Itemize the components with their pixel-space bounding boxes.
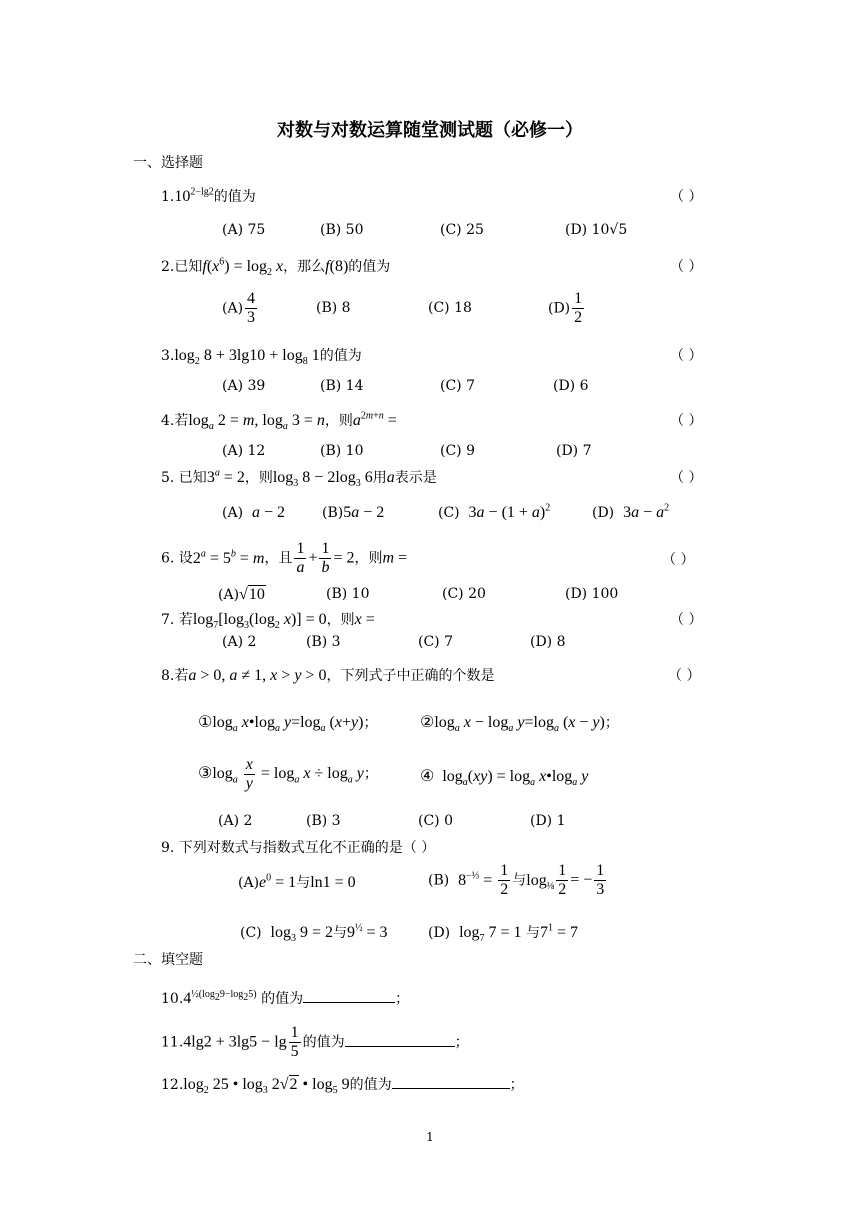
- q3-option-d: (D) 6: [553, 378, 589, 394]
- q4-number: 4.若: [161, 413, 189, 429]
- q9-option-c: (C) $\log_3 9 = 2$与$9^{\frac{1}{2}} = 3$: [240, 922, 388, 945]
- answer-paren: （ ）: [670, 612, 703, 628]
- q4-mid: ，则: [324, 413, 353, 429]
- q7-option-b: (B) 3: [306, 634, 341, 650]
- q8-statement-2: $②\log_a$ $x - \log_a y=\log_a$ (x − y)；: [420, 714, 619, 735]
- answer-blank[interactable]: [303, 1001, 395, 1003]
- q12-end: ；: [509, 1077, 524, 1093]
- q10-end: ；: [395, 991, 410, 1007]
- q8-statement-4: ④ $\log_a(xy) = \log_a$ $x•\log_a$ y: [420, 768, 589, 789]
- q7-option-c: (C) 7: [418, 634, 453, 650]
- q8-option-d: (D) 1: [530, 813, 566, 829]
- q6-option-a: (A)√10: [218, 586, 265, 603]
- q3-option-c: (C) 7: [440, 378, 475, 394]
- q9-option-b: (B) $8^{-\frac{1}{3}}$ = $\frac{1}{2}$ 与$\log_{\frac{1}{8}}$ $\frac{1}{2}$ = − $\frac{1}{3}$: [428, 862, 605, 898]
- answer-blank[interactable]: [392, 1087, 510, 1089]
- q9-option-a: $(A)e^0 = 1$与ln1 = 0: [238, 872, 356, 891]
- q2-option-b: (B) 8: [316, 300, 351, 316]
- question-2: 2.已知$f(x^6) = \log_2 x$，那么f(8)的值为: [161, 256, 391, 279]
- q7-option-d: (D) 8: [530, 634, 566, 650]
- answer-paren: （ ）: [662, 552, 695, 568]
- q7-mid: ，则: [326, 612, 355, 628]
- q8-option-a: (A) 2: [218, 813, 253, 829]
- question-7: 7. 若$\log_7[\log_3(\log_2$ x)] = 0，则x =: [161, 611, 375, 632]
- q5-tail: 表示是: [394, 470, 437, 486]
- q5-option-b: (B)5a − 2: [322, 504, 385, 521]
- q2-option-d: (D) $\frac{1}{2}$: [548, 290, 583, 326]
- answer-paren: （ ）: [670, 470, 703, 486]
- q8-option-c: (C) 0: [418, 813, 453, 829]
- question-1: $1.10^{2-lg2}$的值为: [161, 186, 256, 205]
- q1-option-b: (B) 50: [320, 222, 364, 238]
- q5-number: 5. 已知: [161, 470, 207, 486]
- question-3: $3.\log_2$ $8 + 3\lg 10 + \log_8 1$的值为: [161, 347, 362, 368]
- question-11: 11.4lg2 + 3lg5 − lg $\frac{1}{5}$ 的值为 ；: [161, 1024, 469, 1060]
- answer-paren: （ ）: [670, 259, 703, 275]
- q10-number: 10.: [161, 991, 184, 1007]
- question-4: 4.若$\log_a 2 = m$, $\log_a 3 = n$，则$a^{2m+n}$ =: [161, 410, 397, 433]
- section-heading-fill: 二、填空题: [133, 952, 203, 968]
- q1-tail: 的值为: [213, 189, 256, 205]
- question-6: 6. 设$2^a = 5^b = m$，且 $\frac{1}{a}$ + $\frac{1}{b}$ = 2，则m =: [161, 540, 408, 576]
- q8-number: 8.若: [161, 668, 189, 684]
- page-number: 1: [426, 1130, 434, 1144]
- q6-option-c: (C) 20: [442, 586, 486, 602]
- answer-paren: （ ）: [668, 668, 701, 684]
- q2-tail: 的值为: [348, 259, 391, 275]
- q6-option-b: (B) 10: [326, 586, 370, 602]
- q2-option-c: (C) 18: [428, 300, 472, 316]
- answer-blank[interactable]: [345, 1045, 455, 1047]
- q1-option-d: (D) 10√5: [565, 222, 628, 238]
- q12-tail: 的值为: [349, 1077, 392, 1093]
- q5-mid: ，则: [244, 470, 273, 486]
- q3-number: 3.: [161, 348, 175, 364]
- q4-option-a: (A) 12: [222, 443, 266, 459]
- q2-number: 2.已知: [161, 259, 203, 275]
- q4-option-b: (B) 10: [320, 443, 364, 459]
- q11-tail: 的值为: [302, 1034, 345, 1051]
- answer-paren: （ ）: [670, 189, 703, 205]
- q7-number: 7. 若: [161, 612, 193, 628]
- q8-option-b: (B) 3: [306, 813, 341, 829]
- q1-number: 1.: [161, 189, 175, 205]
- q8-tail: ，下列式子中正确的个数是: [326, 668, 495, 684]
- question-8: 8.若a > 0, a ≠ 1, x > y > 0，下列式子中正确的个数是: [161, 667, 495, 684]
- q3-option-a: (A) 39: [222, 378, 266, 394]
- q5-option-c: (C) $3a - (1 + a)^2$: [438, 502, 551, 521]
- q2-mid: ，那么: [283, 259, 326, 275]
- q4-option-c: (C) 9: [440, 443, 475, 459]
- q11-number: 11.: [161, 1034, 184, 1051]
- q9-option-d: (D) $\log_7 7 = 1$ 与$7^1 = 7$: [428, 922, 579, 945]
- q6-mid2: ，则: [354, 550, 383, 567]
- q12-number: 12.: [161, 1077, 184, 1093]
- q1-option-c: (C) 25: [440, 222, 484, 238]
- q2-option-a: (A) $\frac{4}{3}$: [222, 290, 256, 326]
- q8-statement-3: $③\log_a$ $\frac{x}{y}$ = $\log_a x \div \log_a y$；: [198, 756, 378, 792]
- q6-mid: ，且: [264, 550, 293, 567]
- page-title: 对数与对数运算随堂测试题（必修一）: [277, 120, 583, 141]
- q6-option-d: (D) 100: [565, 586, 619, 602]
- q3-tail: 的值为: [319, 348, 362, 364]
- q7-option-a: (A) 2: [222, 634, 257, 650]
- question-9: 9. 下列对数式与指数式互化不正确的是（ ）: [161, 840, 436, 856]
- answer-paren: （ ）: [670, 348, 703, 364]
- q5-mid2: 用: [372, 470, 387, 486]
- q4-option-d: (D) 7: [556, 443, 592, 459]
- q3-option-b: (B) 14: [320, 378, 364, 394]
- q10-tail: 的值为: [261, 991, 304, 1007]
- q11-end: ；: [454, 1034, 469, 1051]
- question-5: 5. 已知$3^a = 2$，则$\log_3 8 - 2\log_3$ 6用a表示是: [161, 467, 437, 490]
- q6-number: 6. 设: [161, 550, 193, 567]
- q8-statement-1: $①\log_a$ $x•\log_a$ $y=\log_a$ (x+y)；: [198, 714, 378, 735]
- answer-paren: （ ）: [670, 413, 703, 429]
- q5-option-d: (D) $3a - a^2$: [592, 502, 670, 521]
- question-12: $12.\log_2$ 25 • $\log_3 2√2$ • $\log_5 9$的值为 ；: [161, 1076, 524, 1097]
- section-heading-choice: 一、选择题: [133, 155, 203, 171]
- question-10: $10.4^{\frac{1}{2}(log_29-log_25)}$ 的值为 ；: [161, 988, 410, 1007]
- q1-option-a: (A) 75: [222, 222, 266, 238]
- q5-option-a: (A) a − 2: [222, 504, 285, 521]
